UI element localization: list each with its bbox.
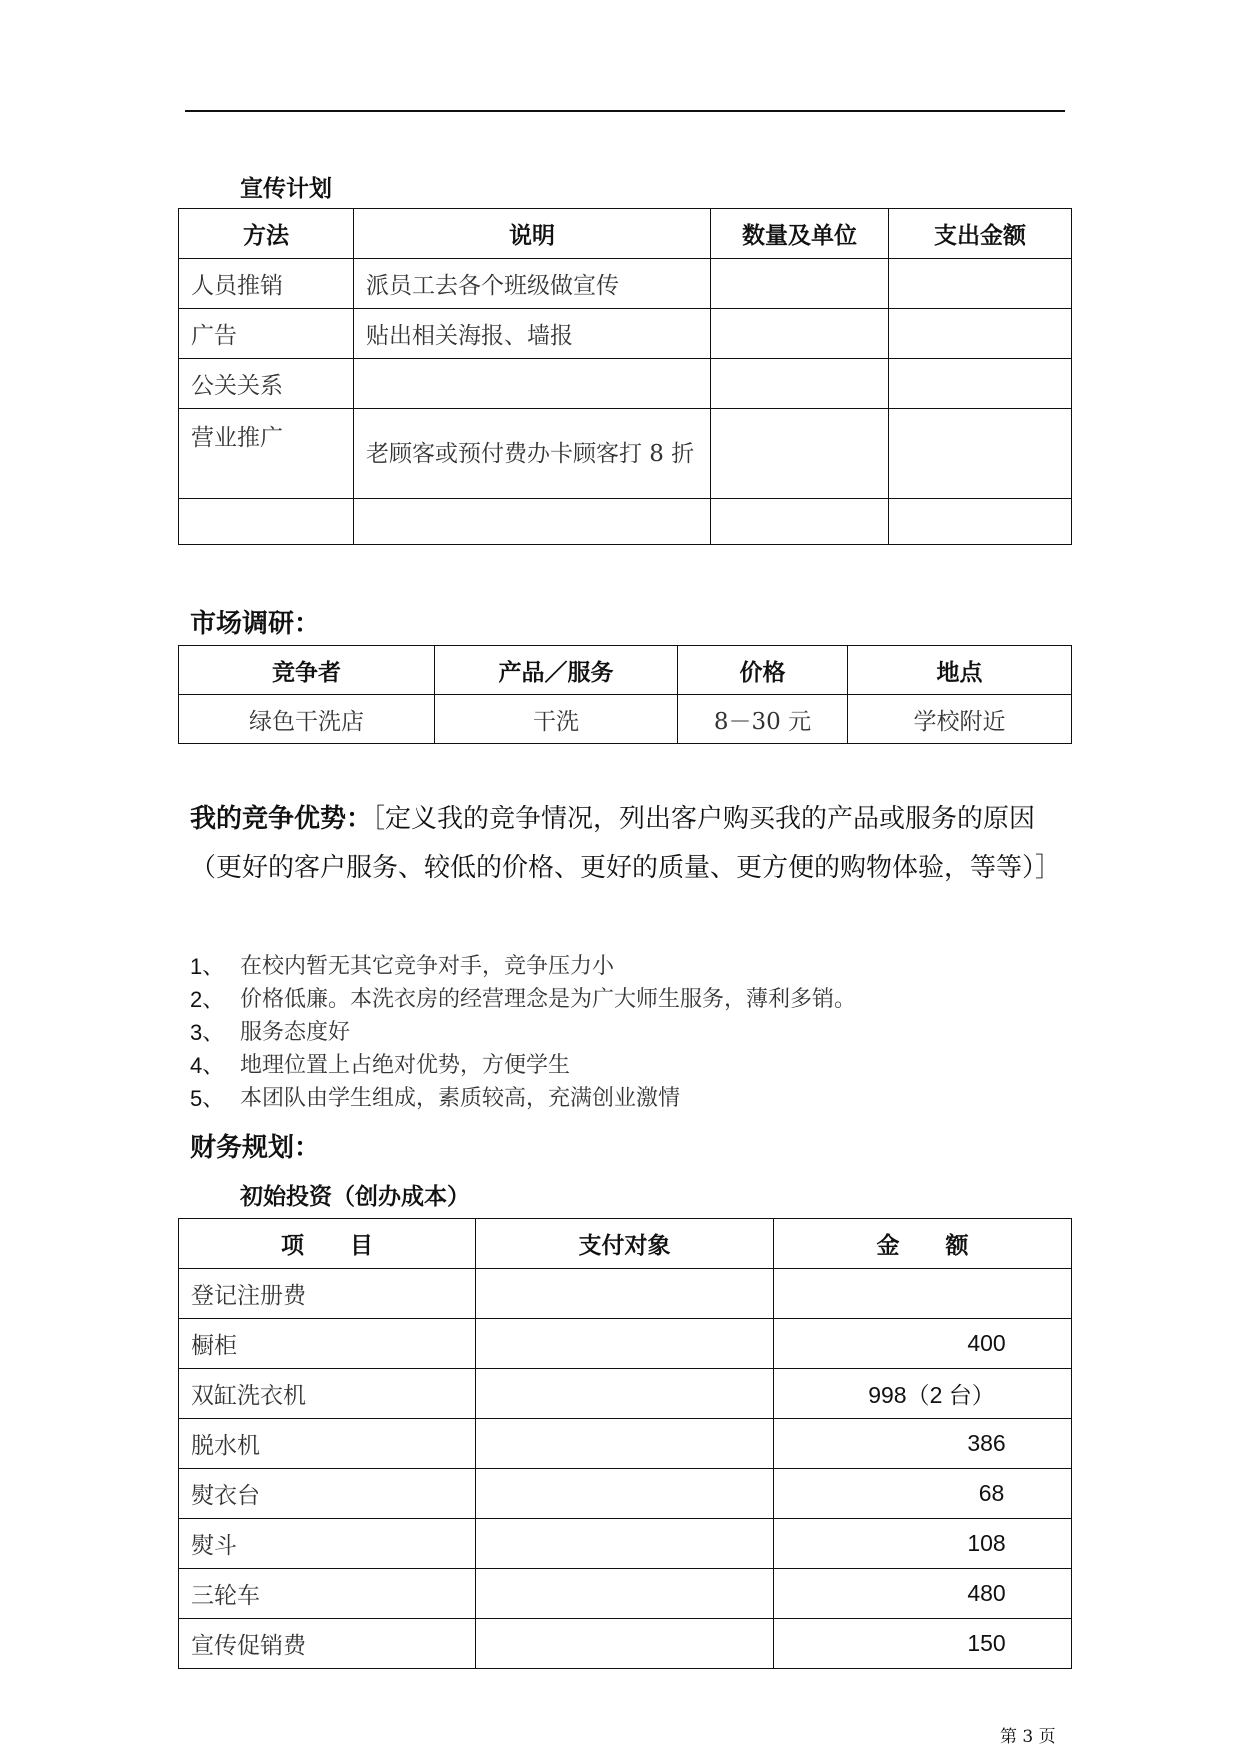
finance-amount: 998（2 台） <box>774 1369 1072 1419</box>
finance-item: 登记注册费 <box>179 1269 476 1319</box>
promo-desc <box>354 499 711 545</box>
list-item <box>190 950 856 983</box>
promo-qty <box>711 409 889 499</box>
promo-qty <box>711 359 889 409</box>
promo-title: 宣传计划 <box>240 176 332 202</box>
finance-item: 宣传促销费 <box>179 1619 476 1669</box>
list-number: 3、 <box>190 1020 225 1045</box>
finance-header-amount: 金 额 <box>774 1219 1072 1269</box>
finance-table <box>178 1218 1072 1669</box>
finance-payee <box>476 1419 774 1469</box>
finance-payee <box>476 1369 774 1419</box>
list-text: 服务态度好 <box>240 1020 351 1045</box>
finance-header-row <box>179 1219 1072 1269</box>
promo-cost <box>889 259 1072 309</box>
table-row <box>179 359 1072 409</box>
promo-qty <box>711 309 889 359</box>
promo-desc: 老顾客或预付费办卡顾客打 8 折 <box>354 409 711 499</box>
promo-method: 广告 <box>179 309 354 359</box>
promo-method: 营业推广 <box>179 409 354 499</box>
list-number: 2、 <box>190 987 225 1012</box>
list-number: 1、 <box>190 954 225 979</box>
market-price: 8－30 元 <box>678 695 848 744</box>
finance-item: 熨衣台 <box>179 1469 476 1519</box>
promo-method: 人员推销 <box>179 259 354 309</box>
finance-amount: 386 <box>774 1419 1072 1469</box>
list-item <box>190 983 856 1016</box>
list-text: 价格低廉。本洗衣房的经营理念是为广大师生服务，薄利多销。 <box>240 987 857 1012</box>
header-rule <box>185 110 1065 112</box>
table-row <box>179 1319 1072 1369</box>
table-row <box>179 309 1072 359</box>
finance-subtitle: 初始投资（创办成本） <box>240 1184 470 1210</box>
table-row <box>179 1519 1072 1569</box>
advantage-list <box>190 950 856 1115</box>
finance-item: 双缸洗衣机 <box>179 1369 476 1419</box>
finance-amount <box>774 1269 1072 1319</box>
table-row <box>179 1269 1072 1319</box>
list-number: 5、 <box>190 1086 225 1111</box>
market-title: 市场调研： <box>190 609 321 639</box>
list-item <box>190 1082 856 1115</box>
table-row <box>179 695 1072 744</box>
promo-desc <box>354 359 711 409</box>
promo-qty <box>711 499 889 545</box>
promo-cost <box>889 309 1072 359</box>
table-row <box>179 1469 1072 1519</box>
finance-title: 财务规划： <box>190 1133 321 1163</box>
finance-amount: 108 <box>774 1519 1072 1569</box>
promo-desc: 贴出相关海报、墙报 <box>354 309 711 359</box>
list-item <box>190 1016 856 1049</box>
finance-payee <box>476 1319 774 1369</box>
finance-item: 脱水机 <box>179 1419 476 1469</box>
table-row <box>179 1369 1072 1419</box>
list-text: 本团队由学生组成，素质较高，充满创业激情 <box>240 1086 681 1111</box>
finance-payee <box>476 1269 774 1319</box>
list-item <box>190 1049 856 1082</box>
promo-header-method: 方法 <box>179 209 354 259</box>
advantage-label: 我的竞争优势： <box>190 804 373 834</box>
market-header-product: 产品／服务 <box>435 646 678 695</box>
table-row <box>179 1419 1072 1469</box>
promo-header-desc: 说明 <box>354 209 711 259</box>
finance-payee <box>476 1619 774 1669</box>
finance-payee <box>476 1569 774 1619</box>
finance-amount: 150 <box>774 1619 1072 1669</box>
market-competitor: 绿色干洗店 <box>179 695 435 744</box>
market-header-competitor: 竞争者 <box>179 646 435 695</box>
promo-cost <box>889 409 1072 499</box>
market-header-price: 价格 <box>678 646 848 695</box>
advantage-intro <box>190 795 1070 893</box>
finance-item: 熨斗 <box>179 1519 476 1569</box>
market-location: 学校附近 <box>848 695 1072 744</box>
table-row <box>179 1619 1072 1669</box>
finance-item: 三轮车 <box>179 1569 476 1619</box>
list-text: 地理位置上占绝对优势，方便学生 <box>240 1053 571 1078</box>
finance-item: 橱柜 <box>179 1319 476 1369</box>
finance-header-item: 项 目 <box>179 1219 476 1269</box>
table-row <box>179 409 1072 499</box>
promo-header-row <box>179 209 1072 259</box>
table-row <box>179 1569 1072 1619</box>
promo-table <box>178 208 1072 545</box>
market-product: 干洗 <box>435 695 678 744</box>
promo-method: 公关关系 <box>179 359 354 409</box>
list-number: 4、 <box>190 1053 225 1078</box>
page-number: 第 3 页 <box>1000 1727 1056 1747</box>
finance-amount: 400 <box>774 1319 1072 1369</box>
finance-payee <box>476 1469 774 1519</box>
promo-cost <box>889 359 1072 409</box>
market-header-row <box>179 646 1072 695</box>
market-header-location: 地点 <box>848 646 1072 695</box>
promo-desc: 派员工去各个班级做宣传 <box>354 259 711 309</box>
promo-header-cost: 支出金额 <box>889 209 1072 259</box>
finance-amount: 480 <box>774 1569 1072 1619</box>
promo-method <box>179 499 354 545</box>
table-row <box>179 499 1072 545</box>
market-table <box>178 645 1072 744</box>
promo-header-qty: 数量及单位 <box>711 209 889 259</box>
table-row <box>179 259 1072 309</box>
promo-qty <box>711 259 889 309</box>
finance-payee <box>476 1519 774 1569</box>
promo-cost <box>889 499 1072 545</box>
list-text: 在校内暂无其它竞争对手，竞争压力小 <box>240 954 615 979</box>
advantage-desc: ［定义我的竞争情况，列出客户购买我的产品或服务的原因（更好的客户服务、较低的价格、更好的质量、更方便的购物体验，等等）］ <box>190 804 1062 883</box>
finance-amount: 68 <box>774 1469 1072 1519</box>
finance-header-payee: 支付对象 <box>476 1219 774 1269</box>
